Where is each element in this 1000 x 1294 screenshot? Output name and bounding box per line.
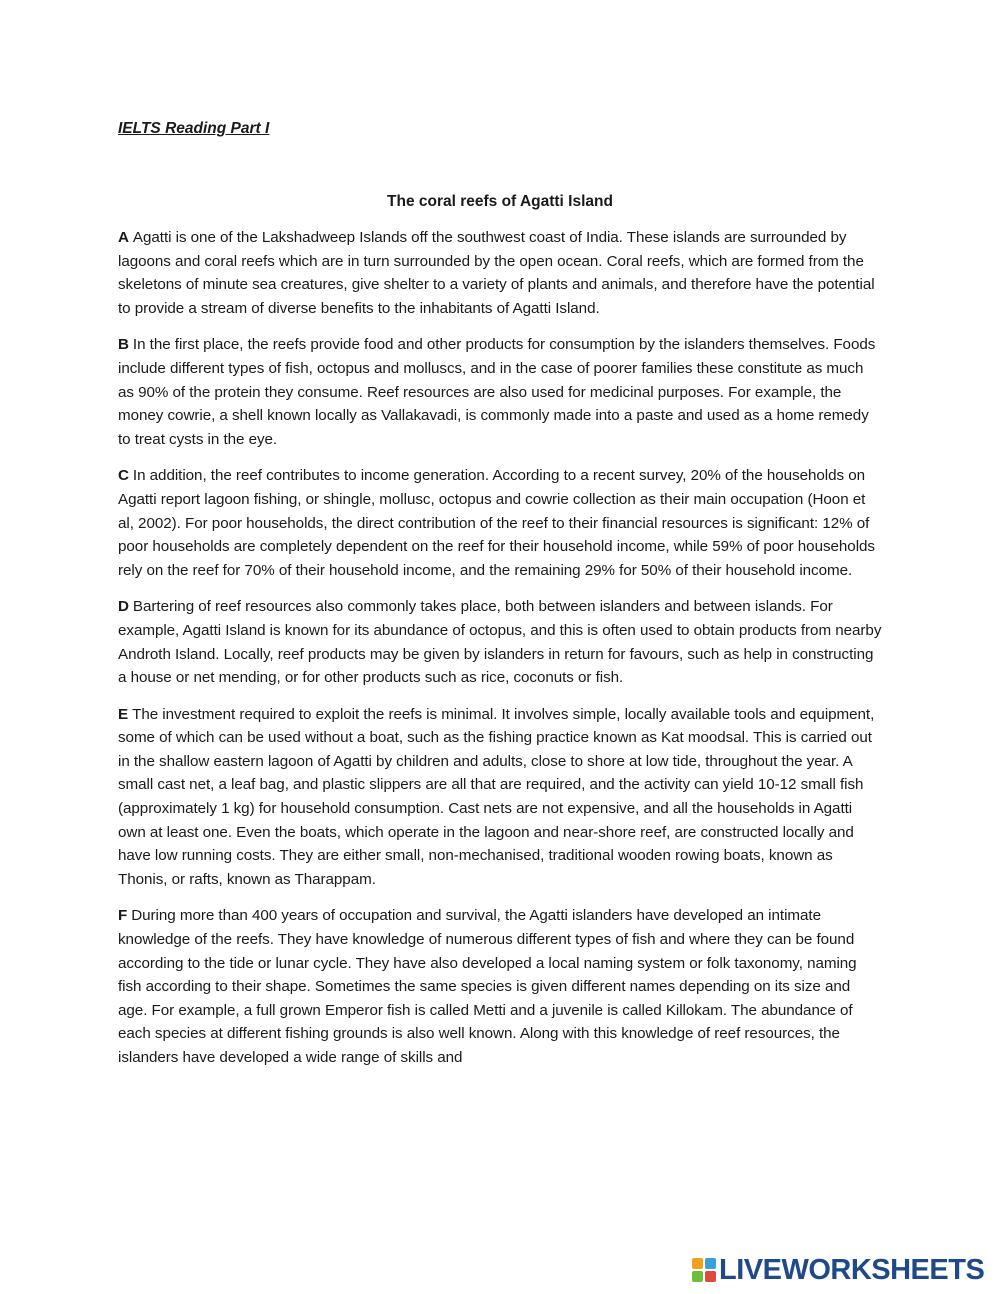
worksheet-page [118,118,882,1070]
paragraph-text: During more than 400 years of occupation and survival, the Agatti islanders have developed an intimate knowledge of the reefs. They have knowledge of numerous different types of fish and where they can be found according to the tide or lunar cycle. They have also developed a local naming system or folk taxonomy, naming fish according to their shape. Sometimes the same species is given different names depending on its size and age. For example, a full grown Emperor fish is called Metti and a juvenile is called Killokam. The abundance of each species at different fishing grounds is also well known. Along with this knowledge of reef resources, the islanders have developed a wide range of skills and [118,907,857,1066]
logo-mark-icon [692,1258,716,1282]
paragraph-text: Bartering of reef resources also commonly takes place, both between islanders and between islands. For example, Agatti Island is known for its abundance of octopus, and this is often used to obtain products from nearby Androth Island. Locally, reef products may be given by islanders in return for favours, such as help in constructing a house or net mending, or for other products such as rice, coconuts or fish. [118,598,882,687]
section-heading: IELTS Reading Part I [118,120,270,137]
paragraph-letter: D [118,598,129,616]
paragraph-letter: F [118,907,128,925]
logo-square-icon [705,1258,716,1269]
logo-square-icon [692,1271,703,1282]
paragraph-letter: E [118,705,129,723]
passage-title: The coral reefs of Agatti Island [387,193,613,210]
paragraph-e [118,703,882,892]
paragraph-text: The investment required to exploit the reefs is minimal. It involves simple, locally available tools and equipment, some of which can be used without a boat, such as the fishing practice known as Kat moodsal. This is carried out in the shallow eastern lagoon of Agatti by children and adults, close to shore at low tide, throughout the year. A small cast net, a leaf bag, and plastic slippers are all that are required, and the activity can yield 10-12 small fish (approximately 1 kg) for household consumption. Cast nets are not expensive, and all the households in Agatti own at least one. Even the boats, which operate in the lagoon and near-shore reef, are constructed locally and have low running costs. They are either small, non-mechanised, traditional wooden rowing boats, known as Thonis, or rafts, known as Tharappam. [118,705,875,888]
paragraph-text: In addition, the reef contributes to income generation. According to a recent survey, 20% of the households on Agatti report lagoon fishing, or shingle, mollusc, octopus and cowrie collection as their main occupation (Hoon et al, 2002). For poor households, the direct contribution of the reef to their financial resources is significant: 12% of poor households are completely dependent on the reef for their household income, while 59% of poor households rely on the reef for 70% of their household income, and the remaining 29% for 50% of their household income. [118,467,875,579]
paragraph-a [118,226,882,320]
logo-square-icon [705,1271,716,1282]
paragraph-b [118,333,882,451]
paragraph-letter: C [118,467,129,485]
paragraph-text: In the first place, the reefs provide food and other products for consumption by the islanders themselves. Foods include different types of fish, octopus and molluscs, and in the case of poorer families these constitute as much as 90% of the protein they consume. Reef resources are also used for medicinal purposes. For example, the money cowrie, a shell known locally as Vallakavadi, is commonly made into a paste and used as a home remedy to treat cysts in the eye. [118,336,876,448]
paragraph-d [118,595,882,689]
logo-square-icon [692,1258,703,1269]
liveworksheets-logo [692,1255,984,1285]
paragraph-c [118,464,882,582]
paragraph-f [118,904,882,1069]
paragraph-letter: B [118,336,129,354]
logo-text: LIVEWORKSHEETS [719,1254,985,1286]
paragraph-letter: A [118,229,129,246]
paragraph-text: Agatti is one of the Lakshadweep Islands off the southwest coast of India. These islands are surrounded by lagoons and coral reefs which are in turn surrounded by the open ocean. Coral reefs, which are formed from the skeletons of minute sea creatures, give shelter to a variety of plants and animals, and therefore have the potential to provide a stream of diverse benefits to the inhabitants of Agatti Island. [118,229,875,317]
